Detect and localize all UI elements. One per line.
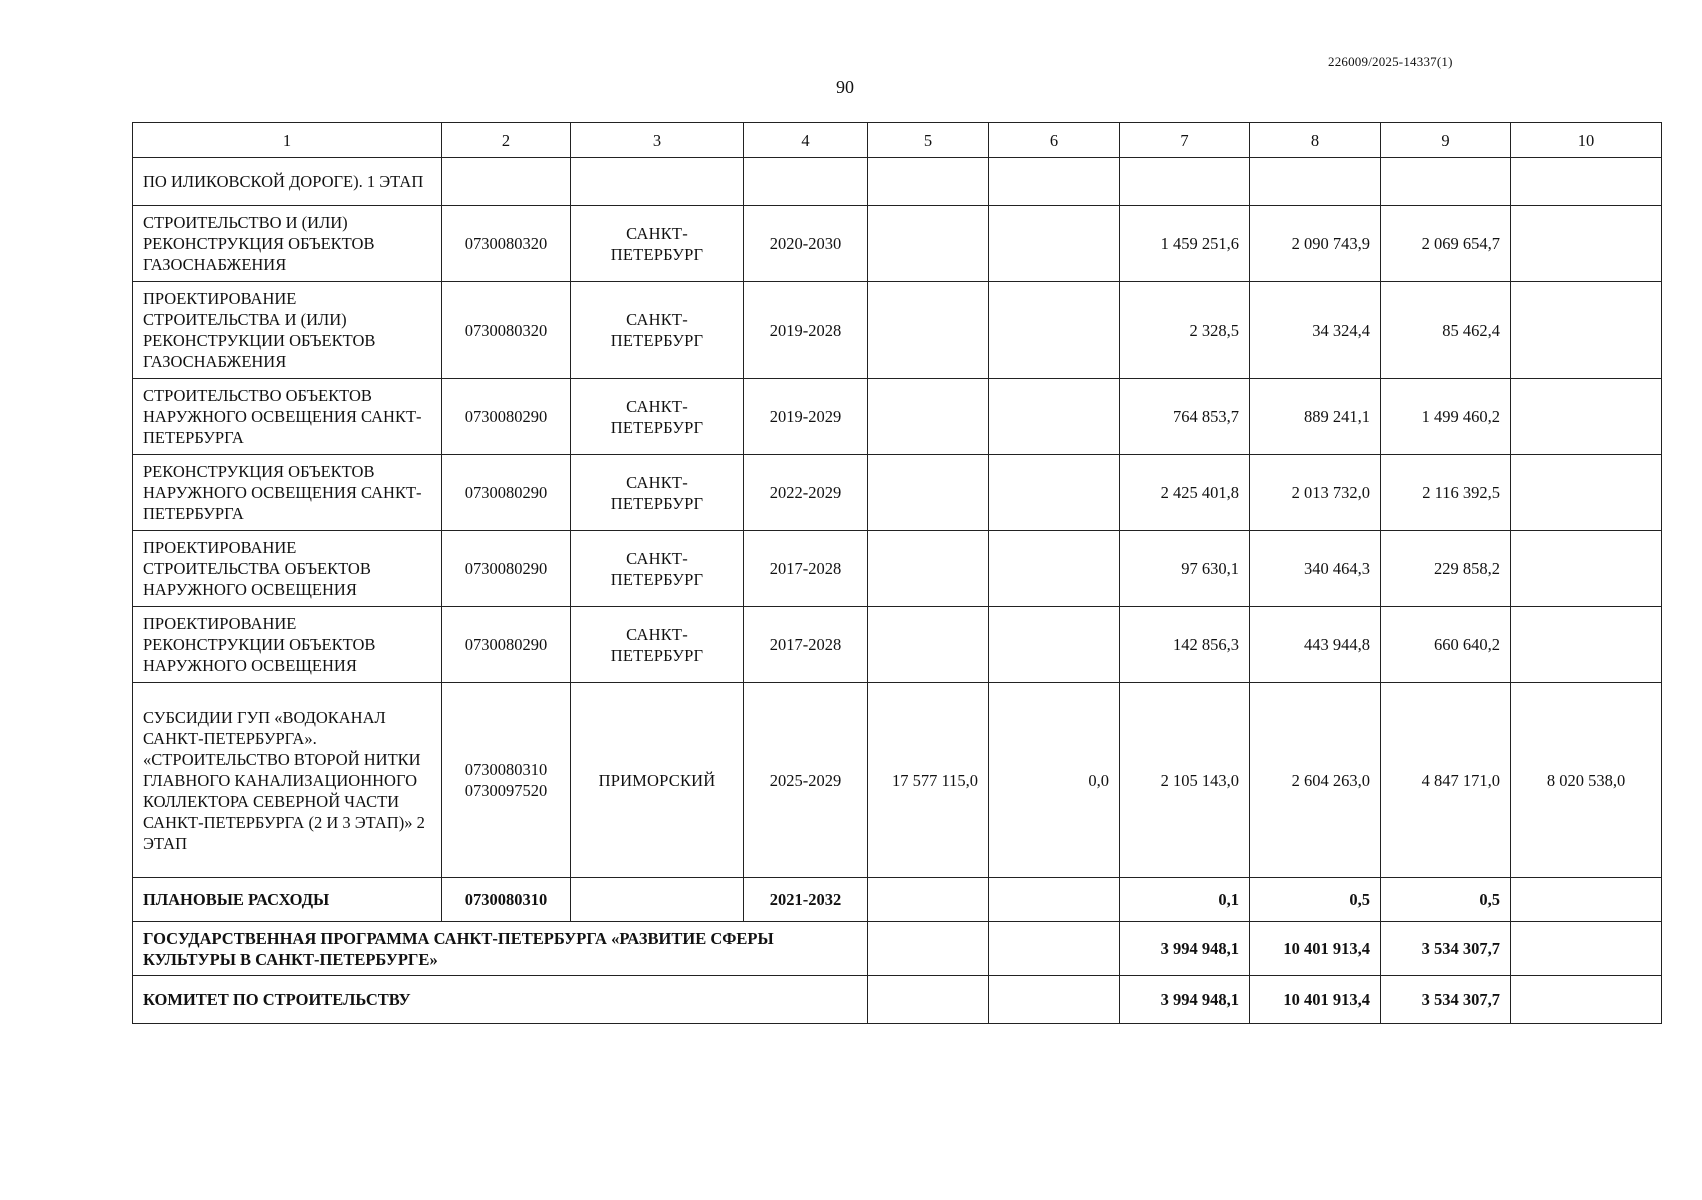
value-col-10 (1511, 158, 1662, 206)
value-col-10 (1511, 455, 1662, 531)
value-col-7: 2 425 401,8 (1120, 455, 1250, 531)
budget-code-line: 0730097520 (464, 781, 548, 800)
item-name: ПО ИЛИКОВСКОЙ ДОРОГЕ). 1 ЭТАП (133, 158, 442, 206)
district: САНКТ-ПЕТЕРБУРГ (571, 206, 744, 282)
value-col-6 (989, 455, 1120, 531)
col-header-4: 4 (744, 123, 868, 158)
value-col-7: 2 328,5 (1120, 282, 1250, 379)
budget-code-line: 0730080290 (464, 483, 548, 502)
budget-code (442, 282, 571, 379)
summary-row (133, 976, 1662, 1024)
value-col-6 (989, 282, 1120, 379)
value-col-7: 2 105 143,0 (1120, 683, 1250, 878)
period: 2019-2028 (744, 282, 868, 379)
budget-code (442, 683, 571, 878)
table-row (133, 683, 1662, 878)
col-header-9: 9 (1381, 123, 1511, 158)
budget-code-line: 0730080310 (464, 760, 548, 779)
value-col-5 (868, 206, 989, 282)
col-header-1: 1 (133, 123, 442, 158)
value-col-6 (989, 607, 1120, 683)
budget-code-line: 0730080320 (464, 320, 548, 340)
budget-code-line: 0730080320 (464, 234, 548, 253)
item-name: ПЛАНОВЫЕ РАСХОДЫ (133, 878, 442, 922)
value-col-8: 2 013 732,0 (1250, 455, 1381, 531)
value-col-9: 3 534 307,7 (1381, 922, 1511, 976)
budget-code-line: 0730080290 (464, 559, 548, 578)
item-name: ПРОЕКТИРОВАНИЕ РЕКОНСТРУКЦИИ ОБЪЕКТОВ НАРУЖНОГО ОСВЕЩЕНИЯ (133, 607, 442, 683)
value-col-7: 142 856,3 (1120, 607, 1250, 683)
value-col-10 (1511, 976, 1662, 1024)
value-col-8: 10 401 913,4 (1250, 922, 1381, 976)
value-col-7 (1120, 158, 1250, 206)
budget-code-line: 0730080290 (464, 407, 548, 426)
col-header-2: 2 (442, 123, 571, 158)
value-col-6: 0,0 (989, 683, 1120, 878)
value-col-9: 660 640,2 (1381, 607, 1511, 683)
value-col-7: 764 853,7 (1120, 379, 1250, 455)
district: САНКТ-ПЕТЕРБУРГ (571, 379, 744, 455)
table-row (133, 878, 1662, 922)
value-col-5 (868, 878, 989, 922)
value-col-8: 2 090 743,9 (1250, 206, 1381, 282)
district: САНКТ-ПЕТЕРБУРГ (571, 531, 744, 607)
value-col-7: 3 994 948,1 (1120, 922, 1250, 976)
table-row (133, 158, 1662, 206)
value-col-9: 0,5 (1381, 878, 1511, 922)
period: 2022-2029 (744, 455, 868, 531)
district: САНКТ-ПЕТЕРБУРГ (571, 455, 744, 531)
value-col-5: 17 577 115,0 (868, 683, 989, 878)
document-number: 226009/2025-14337(1) (1328, 54, 1453, 69)
value-col-6 (989, 976, 1120, 1024)
value-col-9: 1 499 460,2 (1381, 379, 1511, 455)
value-col-6 (989, 922, 1120, 976)
value-col-8: 443 944,8 (1250, 607, 1381, 683)
value-col-9: 85 462,4 (1381, 282, 1511, 379)
value-col-7: 3 994 948,1 (1120, 976, 1250, 1024)
value-col-5 (868, 922, 989, 976)
col-header-10: 10 (1511, 123, 1662, 158)
table-row (133, 206, 1662, 282)
value-col-10: 8 020 538,0 (1511, 683, 1662, 878)
budget-code (442, 531, 571, 607)
budget-code (442, 878, 571, 922)
district: САНКТ-ПЕТЕРБУРГ (571, 607, 744, 683)
period: 2021-2032 (744, 878, 868, 922)
table-row (133, 282, 1662, 379)
value-col-7: 97 630,1 (1120, 531, 1250, 607)
table-row (133, 455, 1662, 531)
page-number: 90 (836, 77, 854, 97)
district (571, 158, 744, 206)
summary-row (133, 922, 1662, 976)
district (571, 878, 744, 922)
value-col-8: 10 401 913,4 (1250, 976, 1381, 1024)
item-name: СУБСИДИИ ГУП «ВОДОКАНАЛ САНКТ-ПЕТЕРБУРГА». «СТРОИТЕЛЬСТВО ВТОРОЙ НИТКИ ГЛАВНОГО КАНАЛИЗАЦИОННОГО КОЛЛЕКТОРА СЕВЕРНОЙ ЧАСТИ САНКТ-ПЕТЕРБУРГА (2 И 3 ЭТАП)» 2 ЭТАП (133, 683, 442, 878)
budget-code (442, 607, 571, 683)
value-col-10 (1511, 379, 1662, 455)
budget-code (442, 455, 571, 531)
period: 2017-2028 (744, 607, 868, 683)
value-col-10 (1511, 878, 1662, 922)
value-col-8: 2 604 263,0 (1250, 683, 1381, 878)
value-col-7: 0,1 (1120, 878, 1250, 922)
summary-name: ГОСУДАРСТВЕННАЯ ПРОГРАММА САНКТ-ПЕТЕРБУРГА «РАЗВИТИЕ СФЕРЫ КУЛЬТУРЫ В САНКТ-ПЕТЕРБУРГЕ» (133, 922, 868, 976)
value-col-5 (868, 607, 989, 683)
col-header-8: 8 (1250, 123, 1381, 158)
budget-table (132, 122, 1662, 1024)
value-col-9 (1381, 158, 1511, 206)
value-col-5 (868, 976, 989, 1024)
value-col-8: 0,5 (1250, 878, 1381, 922)
value-col-6 (989, 878, 1120, 922)
period: 2020-2030 (744, 206, 868, 282)
value-col-10 (1511, 922, 1662, 976)
budget-code-line: 0730080310 (464, 890, 548, 909)
column-number-row (133, 123, 1662, 158)
value-col-10 (1511, 206, 1662, 282)
value-col-9: 3 534 307,7 (1381, 976, 1511, 1024)
value-col-9: 2 069 654,7 (1381, 206, 1511, 282)
value-col-6 (989, 206, 1120, 282)
period: 2025-2029 (744, 683, 868, 878)
item-name: РЕКОНСТРУКЦИЯ ОБЪЕКТОВ НАРУЖНОГО ОСВЕЩЕНИЯ САНКТ-ПЕТЕРБУРГА (133, 455, 442, 531)
district: САНКТ-ПЕТЕРБУРГ (571, 282, 744, 379)
value-col-9: 4 847 171,0 (1381, 683, 1511, 878)
table-row (133, 607, 1662, 683)
summary-name: КОМИТЕТ ПО СТРОИТЕЛЬСТВУ (133, 976, 868, 1024)
table-row (133, 379, 1662, 455)
item-name: СТРОИТЕЛЬСТВО ОБЪЕКТОВ НАРУЖНОГО ОСВЕЩЕНИЯ САНКТ-ПЕТЕРБУРГА (133, 379, 442, 455)
col-header-3: 3 (571, 123, 744, 158)
col-header-7: 7 (1120, 123, 1250, 158)
value-col-6 (989, 379, 1120, 455)
value-col-6 (989, 531, 1120, 607)
value-col-7: 1 459 251,6 (1120, 206, 1250, 282)
item-name: СТРОИТЕЛЬСТВО И (ИЛИ) РЕКОНСТРУКЦИЯ ОБЪЕКТОВ ГАЗОСНАБЖЕНИЯ (133, 206, 442, 282)
budget-code (442, 158, 571, 206)
value-col-8: 34 324,4 (1250, 282, 1381, 379)
value-col-9: 2 116 392,5 (1381, 455, 1511, 531)
value-col-8: 340 464,3 (1250, 531, 1381, 607)
value-col-8 (1250, 158, 1381, 206)
value-col-10 (1511, 282, 1662, 379)
value-col-5 (868, 455, 989, 531)
value-col-6 (989, 158, 1120, 206)
item-name: ПРОЕКТИРОВАНИЕ СТРОИТЕЛЬСТВА И (ИЛИ) РЕКОНСТРУКЦИИ ОБЪЕКТОВ ГАЗОСНАБЖЕНИЯ (133, 282, 442, 379)
period: 2017-2028 (744, 531, 868, 607)
value-col-10 (1511, 531, 1662, 607)
col-header-5: 5 (868, 123, 989, 158)
value-col-10 (1511, 607, 1662, 683)
value-col-9: 229 858,2 (1381, 531, 1511, 607)
period (744, 158, 868, 206)
value-col-8: 889 241,1 (1250, 379, 1381, 455)
value-col-5 (868, 379, 989, 455)
budget-code-line: 0730080290 (464, 635, 548, 654)
value-col-5 (868, 531, 989, 607)
table-row (133, 531, 1662, 607)
period: 2019-2029 (744, 379, 868, 455)
col-header-6: 6 (989, 123, 1120, 158)
value-col-5 (868, 158, 989, 206)
district: ПРИМОРСКИЙ (571, 683, 744, 878)
value-col-5 (868, 282, 989, 379)
budget-code (442, 206, 571, 282)
budget-code (442, 379, 571, 455)
item-name: ПРОЕКТИРОВАНИЕ СТРОИТЕЛЬСТВА ОБЪЕКТОВ НАРУЖНОГО ОСВЕЩЕНИЯ (133, 531, 442, 607)
